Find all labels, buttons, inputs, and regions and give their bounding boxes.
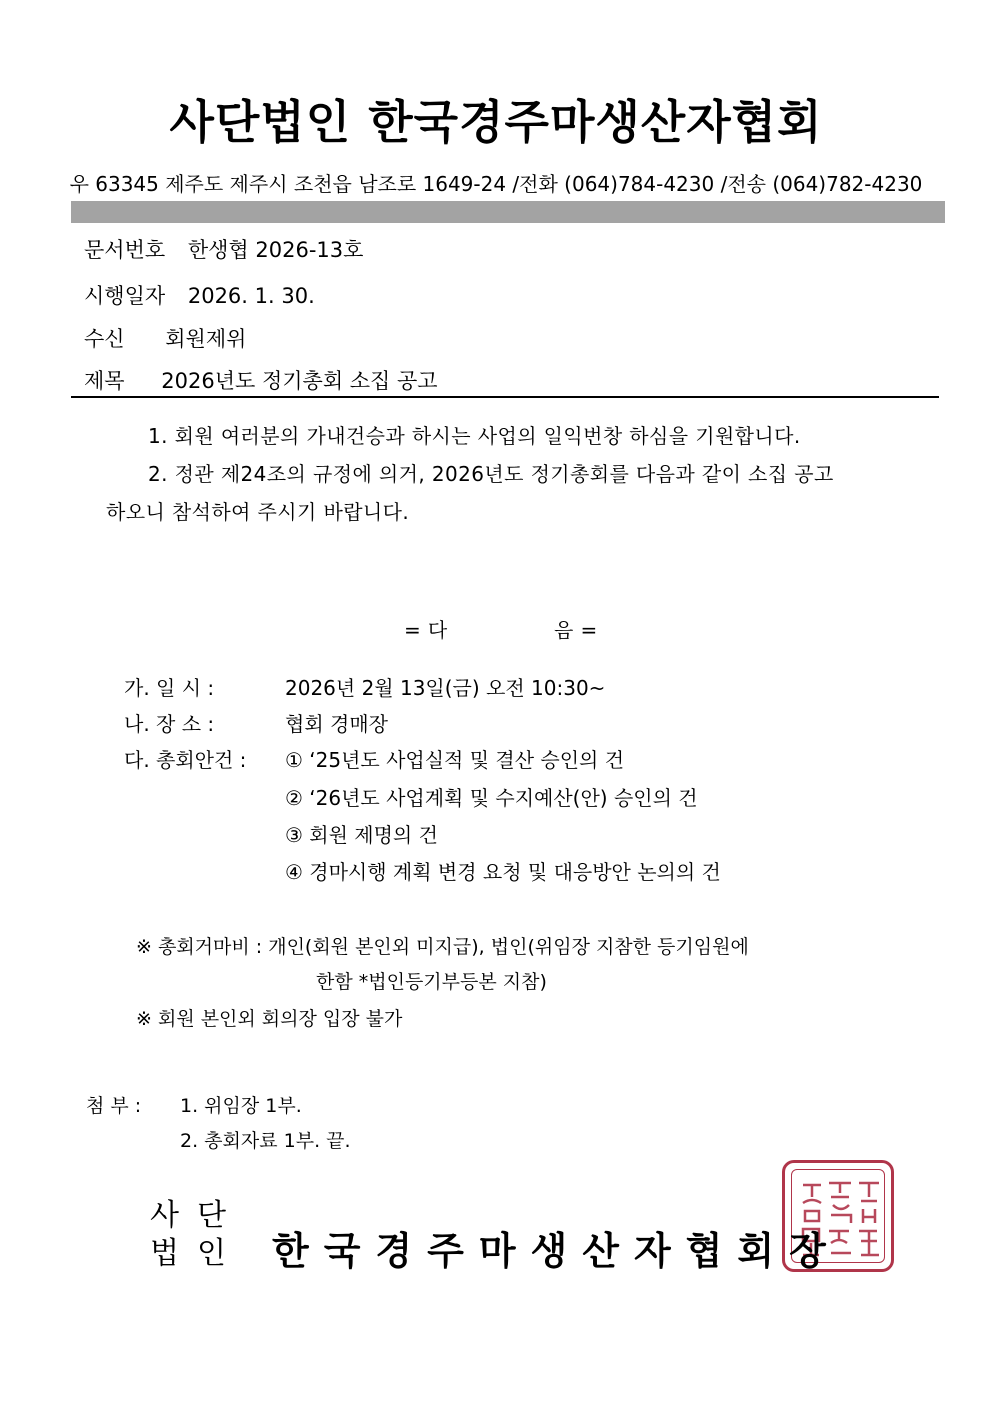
header-divider-bar [71,201,945,223]
datetime-value: 2026년 2월 13일(금) 오전 10:30~ [285,676,606,700]
note-entry-restriction: ※ 회원 본인외 회의장 입장 불가 [136,1008,403,1030]
doc-number-row [84,234,363,264]
agenda-item: ① ‘25년도 사업실적 및 결산 승인의 건 [285,748,625,772]
attachment-item: 1. 위임장 1부. [180,1095,302,1117]
recipient-row [84,323,246,353]
paragraph-2-line-1: 2. 정관 제24조의 규정에 의거, 2026년도 정기총회를 다음과 같이 소집 공고 [148,462,834,486]
paragraph-1: 1. 회원 여러분의 가내건승과 하시는 사업의 일익번창 하심을 기원합니다. [148,424,801,448]
subject-divider [71,396,939,398]
paragraph-2-line-2: 하오니 참석하여 주시기 바랍니다. [106,500,410,524]
recipient-label: 수신 [84,327,125,351]
subject-label: 제목 [84,369,125,393]
signature-corp-type-line-1: 사단 [150,1198,244,1233]
place-value: 협회 경매장 [285,712,388,736]
subject-value: 2026년도 정기총회 소집 공고 [161,369,438,393]
agenda-label: 다. 총회안건 : [124,748,247,772]
recipient-value: 회원제위 [165,327,247,351]
date-row [84,280,315,310]
section-heading-right: 음 = [554,618,598,642]
page-title: 사단법인 한국경주마생산자협회 [169,95,823,149]
agenda-item: ③ 회원 제명의 건 [285,823,438,847]
agenda-item: ④ 경마시행 계획 변경 요청 및 대응방안 논의의 건 [285,860,721,884]
address-line: 우 63345 제주도 제주시 조천읍 남조로 1649-24 /전화 (064)784-4230 /전송 (064)782-4230 [69,172,923,196]
place-label: 나. 장 소 : [124,712,215,736]
subject-row [84,365,438,395]
section-heading-left: = 다 [404,618,448,642]
signature-corp-type-line-2: 법인 [150,1236,244,1271]
attachment-item: 2. 총회자료 1부. 끝. [180,1130,351,1152]
doc-number-value: 한생협 2026-13호 [187,238,364,262]
note-travel-allowance-line-1: ※ 총회거마비 : 개인(회원 본인외 미지급), 법인(위임장 지참한 등기임원에 [136,936,749,958]
attachments-label: 첨 부 : [86,1095,142,1117]
date-value: 2026. 1. 30. [187,284,315,308]
doc-number-label: 문서번호 [84,238,166,262]
datetime-label: 가. 일 시 : [124,676,215,700]
signature-association-president: 한국경주마생산자협회장 [272,1228,841,1273]
agenda-item: ② ‘26년도 사업계획 및 수지예산(안) 승인의 건 [285,786,698,810]
note-travel-allowance-line-2: 한함 *법인등기부등본 지참) [316,971,547,993]
date-label: 시행일자 [84,284,166,308]
